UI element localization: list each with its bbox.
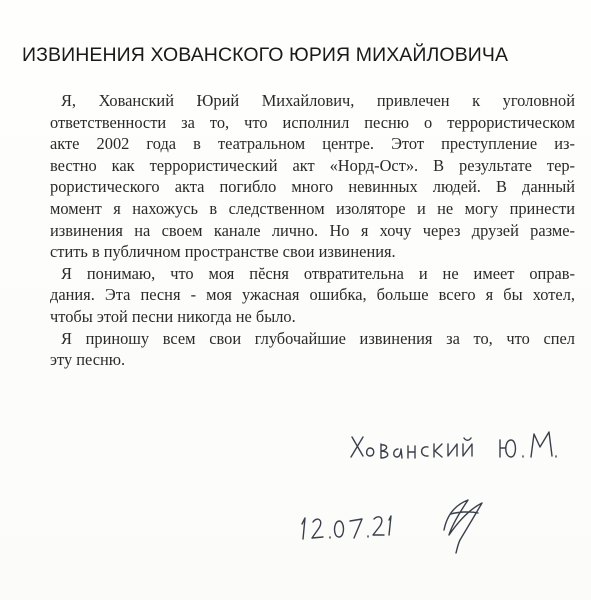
text-line: Я понимаю, что моя пĕсня отвратительна и не имеет оправ- [61, 263, 575, 283]
text-line: вестно как террористический акт «Норд-Ост». В результате тер- [50, 155, 575, 175]
text-line: момент я нахожусь в следственном изоляторе и не могу принести [50, 198, 575, 218]
text-line: извинения на своем канале лично. Но я хочу через друзей разме- [50, 220, 575, 240]
text-line: акте 2002 года в театральном центре. Этот преступление из- [50, 134, 575, 154]
text-line: дания. Эта песня - моя ужасная ошибка, больше всего я бы хотел, [50, 285, 575, 305]
text-line: рористического акта погибло много невинных людей. В данный [50, 177, 575, 197]
text-line: Я приношу всем свои глубочайшие извинения за то, что спел [61, 328, 575, 348]
text-line: чтобы этой песни никогда не было. [50, 306, 296, 326]
handwritten-name-graphic [351, 432, 556, 458]
text-line: эту песню. [50, 350, 126, 370]
text-line: стить в публичном пространстве свои извинения. [50, 242, 396, 262]
document-title: ИЗВИНЕНИЯ ХОВАНСКОГО ЮРИЯ МИХАЙЛОВИЧА [22, 44, 509, 66]
text-line: Я, Хованский Юрий Михайлович, привлечен к уголовной [61, 91, 575, 110]
signature-graphic [444, 500, 482, 553]
handwritten-date-graphic [302, 516, 391, 539]
text-line: ответственности за то, что исполнил песню о террористическом [50, 112, 575, 132]
